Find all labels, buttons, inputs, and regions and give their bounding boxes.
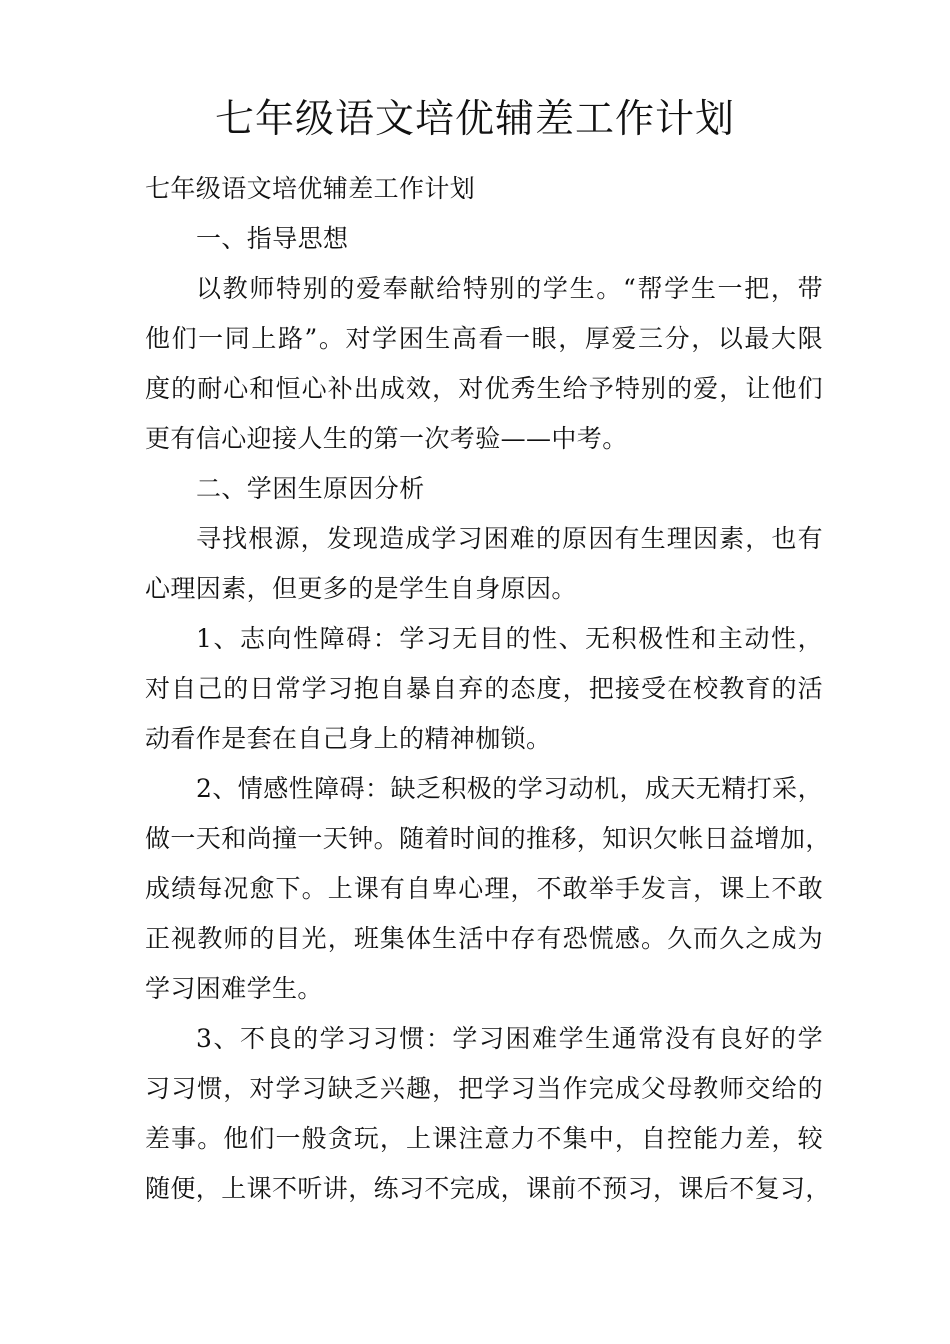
paragraph-line: 度的耐心和恒心补出成效，对优秀生给予特别的爱，让他们 [145,374,823,403]
paragraph-line: 2、情感性障碍：缺乏积极的学习动机，成天无精打采， [196,774,823,803]
paragraph-line: 寻找根源，发现造成学习困难的原因有生理因素，也有 [196,524,823,553]
section-heading: 二、学困生原因分析 [196,474,425,503]
paragraph-line: 做一天和尚撞一天钟。随着时间的推移，知识欠帐日益增加， [145,824,831,853]
paragraph-line: 以教师特别的爱奉献给特别的学生。“帮学生一把，带 [196,274,823,303]
paragraph-line: 对自己的日常学习抱自暴自弃的态度，把接受在校教育的活 [145,674,823,703]
paragraph-line: 1、志向性障碍：学习无目的性、无积极性和主动性， [196,624,823,653]
paragraph-line: 3、不良的学习习惯：学习困难学生通常没有良好的学 [196,1024,823,1053]
document-body [145,164,831,1214]
paragraph-line: 更有信心迎接人生的第一次考验——中考。 [145,424,628,453]
document-title: 七年级语文培优辅差工作计划 [214,97,735,142]
paragraph-line: 成绩每况愈下。上课有自卑心理，不敢举手发言，课上不敢 [145,874,823,903]
paragraph-line: 随便，上课不听讲，练习不完成，课前不预习，课后不复习， [145,1174,831,1203]
paragraph-line: 习习惯，对学习缺乏兴趣，把学习当作完成父母教师交给的 [145,1074,823,1103]
paragraph-line: 动看作是套在自己身上的精神枷锁。 [145,724,552,753]
paragraph-line: 学习困难学生。 [145,974,323,1003]
document-subtitle: 七年级语文培优辅差工作计划 [145,174,476,203]
paragraph-line: 差事。他们一般贪玩，上课注意力不集中，自控能力差，较 [145,1124,823,1153]
paragraph-line: 他们一同上路”。对学困生高看一眼，厚爱三分，以最大限 [145,324,823,353]
paragraph-line: 心理因素，但更多的是学生自身原因。 [145,574,577,603]
paragraph-line: 正视教师的目光，班集体生活中存有恐慌感。久而久之成为 [145,924,823,953]
section-heading: 一、指导思想 [196,224,349,253]
